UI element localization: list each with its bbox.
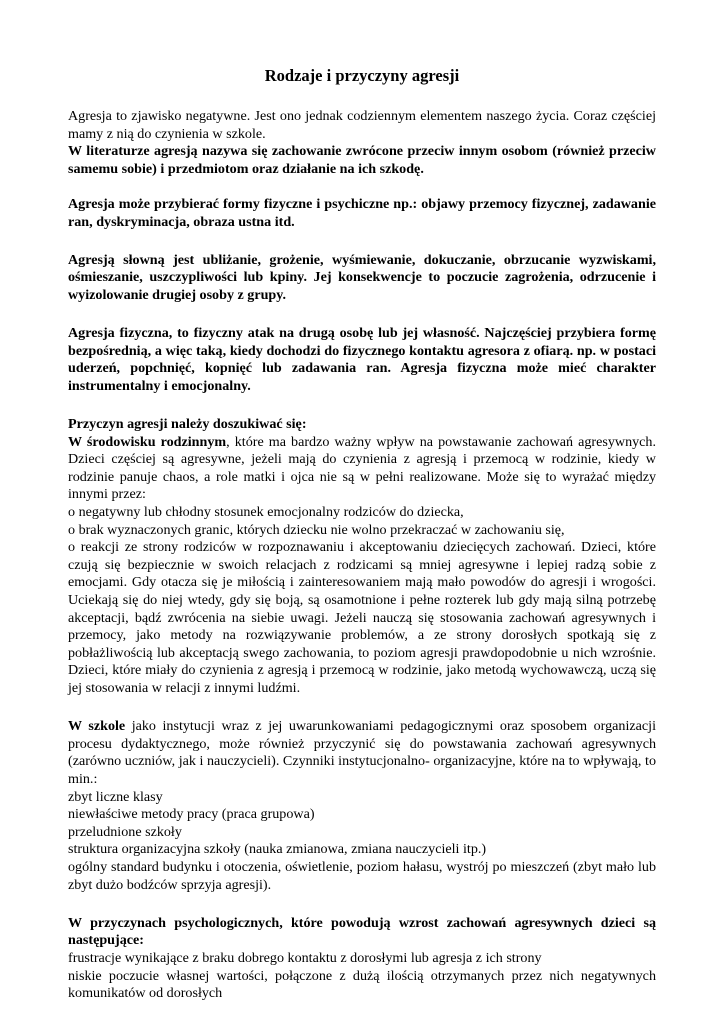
family-label: W środowisku rodzinnym bbox=[68, 433, 227, 450]
intro-text: Agresja to zjawisko negatywne. Jest ono jednak codziennym elementem naszego życia. Coraz częściej mamy z nią do czynienia w szkole. bbox=[68, 108, 656, 142]
school-label: W szkole bbox=[68, 718, 126, 735]
school-list-item: zbyt liczne klasy bbox=[68, 788, 163, 805]
psychological-causes-heading-text: W przyczynach psychologicznych, które powodują wzrost zachowań agresywnych dzieci są następujące: bbox=[68, 914, 656, 949]
psychological-list-item: niskie poczucie własnej wartości, połączone z dużą ilością otrzymanych przez nich negatywnych komunikatów od dorosłych bbox=[68, 967, 656, 1002]
family-paragraph bbox=[68, 434, 656, 504]
family-text: , które ma bardzo ważny wpływ na powstawanie zachowań agresywnych. Dzieci częściej są agresywne, jeżeli mają do czynienia z agresją i przemocą w rodzinie, kiedy w rodzinie panuje chaos, a role matki i ojca nie są w pełni realizowane. Może się to wyrażać między innymi przez: bbox=[68, 433, 656, 503]
document-title: Rodzaje i przyczyny agresji bbox=[264, 66, 460, 85]
forms-paragraph bbox=[68, 196, 656, 231]
intro-definition: W literaturze agresją nazywa się zachowanie zwrócone przeciw innym osobom (również przeciw samemu sobie) i przedmiotom oraz działanie na ich szkodę. bbox=[68, 143, 656, 177]
school-paragraph bbox=[68, 718, 656, 788]
spacer bbox=[68, 894, 656, 912]
spacer bbox=[68, 698, 656, 716]
school-text: jako instytucji wraz z jej uwarunkowaniami pedagogicznymi oraz sposobem organizacji procesu dydaktycznego, może również przyczynić się do powstawania zachowań agresywnych (zarówno uczniów, jak i nauczycieli). Czynniki instytucjonalno- organizacyjne, które na to wpływają, to min.: bbox=[68, 718, 656, 787]
causes-heading bbox=[68, 416, 656, 434]
spacer bbox=[68, 231, 656, 249]
spacer bbox=[68, 305, 656, 323]
family-list-item: o negatywny lub chłodny stosunek emocjonalny rodziców do dziecka, bbox=[68, 504, 464, 521]
causes-heading-text: Przyczyn agresji należy doszukiwać się: bbox=[68, 416, 307, 433]
spacer bbox=[68, 178, 656, 196]
physical-aggression-text: Agresja fizyczna, to fizyczny atak na drugą osobę lub jej własność. Najczęściej przybiera formę bezpośrednią, a więc taką, kiedy dochodzi do fizycznego kontaktu agresora z ofiarą. np. w postaci uderzeń, popchnięć, kopnięć lub zadawania ran. Agresja fizyczna może mieć charakter instrumentalny i emocjonalny. bbox=[68, 325, 656, 394]
psychological-list-item: frustracje wynikające z braku dobrego kontaktu z dorosłymi lub agresja z ich strony bbox=[68, 949, 542, 966]
verbal-aggression-paragraph bbox=[68, 252, 656, 305]
school-list-item: ogólny standard budynku i otoczenia, oświetlenie, poziom hałasu, wystrój po mieszczeń (zbyt mało lub zbyt dużo bodźców sprzyja agresji). bbox=[68, 858, 656, 893]
family-list-item: o brak wyznaczonych granic, których dziecku nie wolno przekraczać w zachowaniu się, bbox=[68, 521, 565, 538]
school-list-item: struktura organizacyjna szkoły (nauka zmianowa, zmiana nauczycieli itp.) bbox=[68, 841, 487, 858]
psychological-causes-heading bbox=[68, 915, 656, 950]
school-list-item: przeludnione szkoły bbox=[68, 823, 182, 840]
intro-paragraph bbox=[68, 108, 656, 178]
family-list-item: o reakcji ze strony rodziców w rozpoznawaniu i akceptowaniu dziecięcych zachowań. Dzieci, które czują się bezpiecznie w swoich relacjach z rodzicami są mniej agresywne i lepiej radzą sobie z emocjami. Gdy otacza się je miłością i zainteresowaniem mają mało powodów do agresji i wrogości. Uciekają się do niej wtedy, gdy się boją, są osamotnione i pełne rozterek lub gdy mają silną potrzebę akceptacji, bądź zwrócenia na siebie uwagi. Jeżeli nauczą się stosowania zachowań agresywnych i przemocy, jako metody na rozwiązywanie problemów, a ze strony dorosłych spotkają się z pobłażliwością lub akceptacją swego zachowania, to poziom agresji prawdopodobnie u nich wzrośnie. Dzieci, które miały do czynienia z agresją i przemocą w rodzinie, jako metodą wychowawczą, uczą się jej stosowania w relacji z innymi ludźmi. bbox=[68, 539, 656, 696]
school-list-item: niewłaściwe metody pracy (praca grupowa) bbox=[68, 806, 315, 823]
physical-aggression-paragraph bbox=[68, 325, 656, 395]
spacer bbox=[68, 396, 656, 414]
forms-text: Agresja może przybierać formy fizyczne i psychiczne np.: objawy przemocy fizycznej, zadawanie ran, dyskryminacja, obraza ustna itd. bbox=[68, 195, 656, 230]
verbal-aggression-text: Agresją słowną jest ubliżanie, grożenie, wyśmiewanie, dokuczanie, obrzucanie wyzwiskami, ośmieszanie, uszczypliwości lub kpiny. Jej konsekwencje to poczucie zagrożenia, odrzucenie i wyizolowanie drugiej osoby z grupy. bbox=[68, 251, 656, 303]
